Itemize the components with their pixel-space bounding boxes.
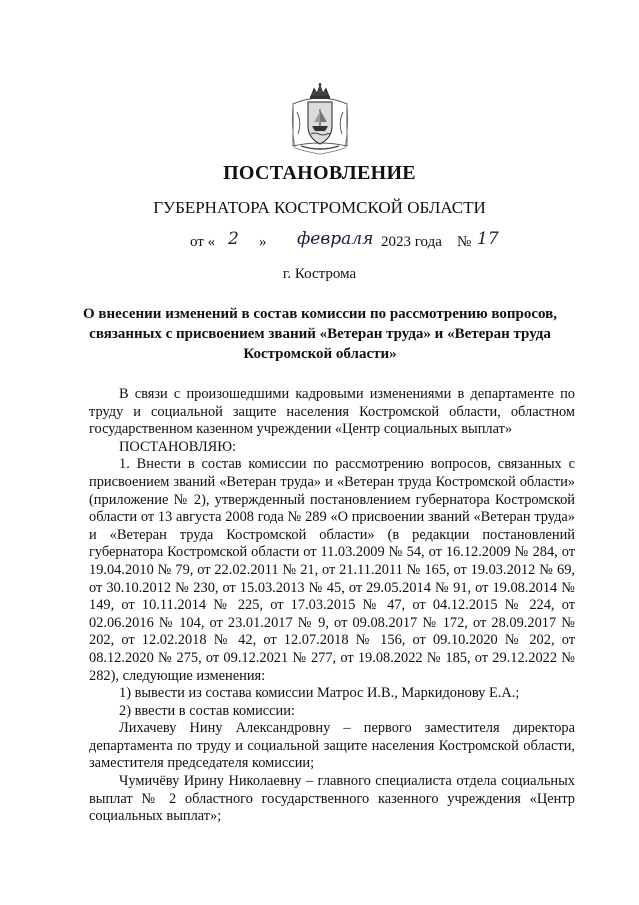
subject-line: связанных с присвоением званий «Ветеран труда» и «Ветеран труда [89, 326, 551, 342]
subject-line: Костромской области» [243, 346, 397, 362]
date-day-handwritten: 2 [228, 229, 239, 249]
body-paragraph: Чумичёву Ирину Николаевну – главного специалиста отдела социальных выплат № 2 областного государственного казенного учреждения «Центр социальных выплат»; [89, 773, 575, 825]
document-number-handwritten: 17 [477, 229, 499, 249]
body-paragraph: 2) ввести в состав комиссии: [119, 702, 295, 719]
date-close-quote: » [259, 234, 267, 250]
body-paragraph: 1. Внести в состав комиссии по рассмотрению вопросов, связанных с присвоением званий «Ветеран труда» и «Ветеран труда Костромской области» (приложение № 2), утвержденный постановлением губернатора Костромской области от 13 августа 2008 года № 289 «О присвоении званий «Ветеран труда» и «Ветеран труда Костромской области» (в редакции постановлений губернатора Костромской области от 11.03.2009 № 54, от 16.12.2009 № 284, от 19.04.2010 № 79, от 22.02.2011 № 21, от 21.11.2011 № 165, от 19.03.2012 № 69, от 30.10.2012 № 230, от 15.03.2013 № 45, от 29.05.2014 № 91, от 19.08.2014 № 149, от 10.11.2014 № 225, от 17.03.2015 № 47, от 04.12.2015 № 224, от 02.06.2016 № 104, от 23.01.2017 № 9, от 09.08.2017 № 172, от 28.09.2017 № 202, от 12.02.2018 № 42, от 12.07.2018 № 156, от 09.10.2020 № 202, от 08.12.2020 № 275, от 09.12.2021 № 277, от 19.08.2022 № 185, от 29.12.2022 № 282), следующие изменения: [89, 456, 575, 684]
document-body [89, 386, 575, 826]
date-month-handwritten: февраля [297, 229, 374, 249]
date-prefix: от « [190, 234, 216, 250]
issuer-line: ГУБЕРНАТОРА КОСТРОМСКОЙ ОБЛАСТИ [153, 198, 486, 217]
coat-of-arms-icon [289, 82, 351, 156]
subject-line: О внесении изменений в состав комиссии по рассмотрению вопросов, [83, 306, 557, 322]
resolution-word: ПОСТАНОВЛЯЮ: [119, 438, 237, 455]
city-line: г. Кострома [282, 266, 357, 282]
number-sign: № [457, 234, 472, 250]
document-type-title: ПОСТАНОВЛЕНИЕ [223, 162, 416, 184]
body-paragraph: 1) вывести из состава комиссии Матрос И.В., Маркидонову Е.А.; [119, 685, 520, 702]
document-subject [80, 304, 560, 364]
date-year: 2023 года [381, 234, 442, 250]
body-paragraph: Лихачеву Нину Александровну – первого заместителя директора департамента по труду и социальной защите населения Костромской области, заместителя председателя комиссии; [89, 720, 575, 772]
body-paragraph: В связи с произошедшими кадровыми изменениями в департаменте по труду и социальной защите населения Костромской области, областном государственном казенном учреждении «Центр социальных выплат» [89, 386, 575, 438]
